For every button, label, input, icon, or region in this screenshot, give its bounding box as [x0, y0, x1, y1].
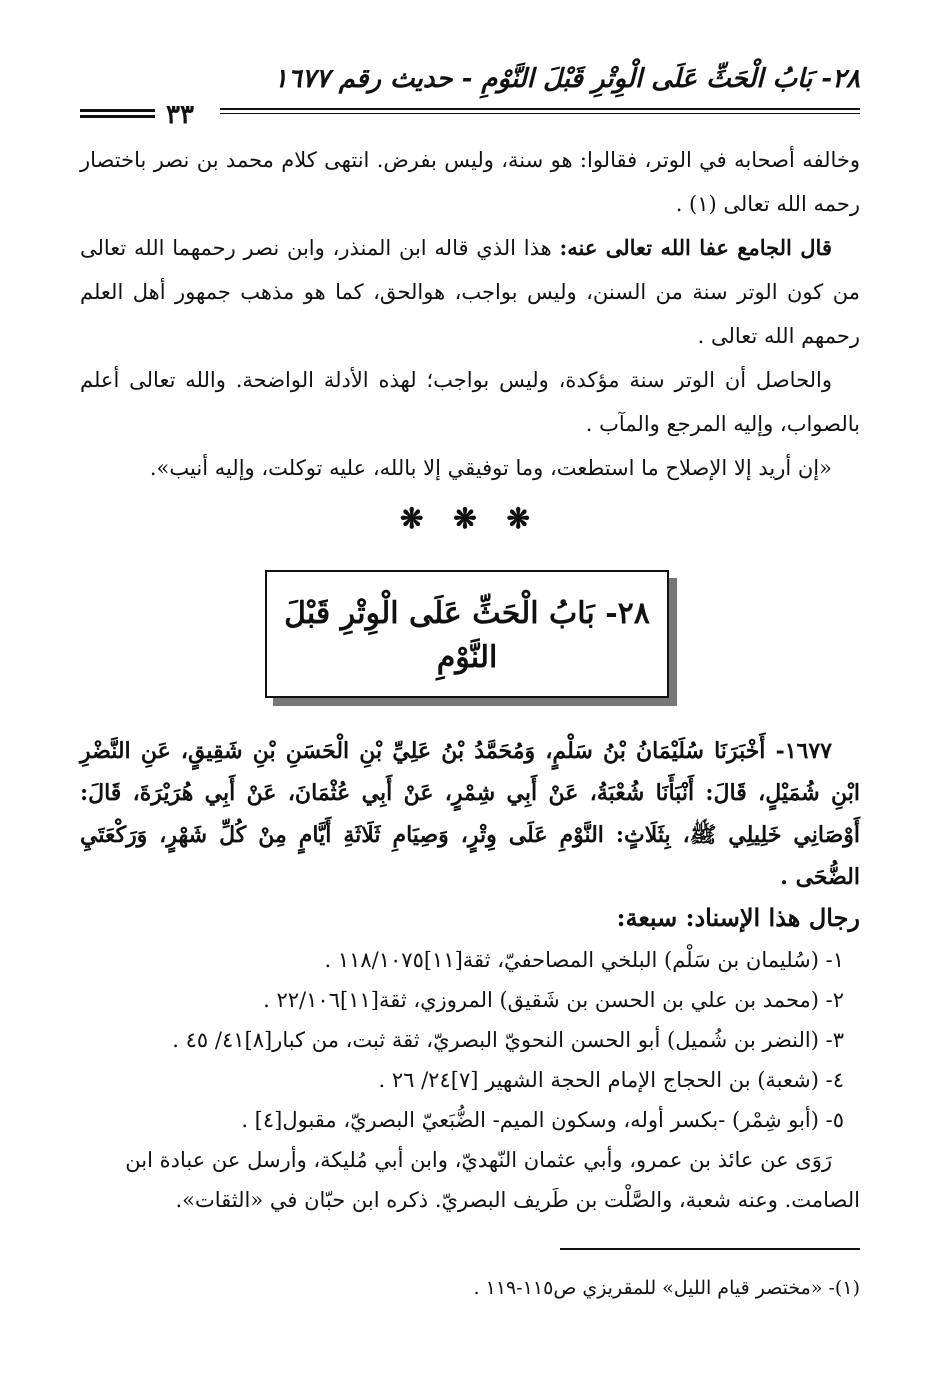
- paragraph: والحاصل أن الوتر سنة مؤكدة، وليس بواجب؛ لهذه الأدلة الواضحة. والله تعالى أعلم بالصواب، وإليه المرجع والمآب .: [80, 368, 860, 436]
- page-number-rule: [80, 109, 155, 112]
- book-page: [80, 50, 860, 1360]
- header-title: ٢٨- بَابُ الْحَثِّ عَلَى الْوِتْرِ قَبْلَ النَّوْمِ - حديث رقم ١٦٧٧: [273, 64, 860, 94]
- narrator-item: ١- (سُليمان بن سَلْم) البلخي المصاحفيّ، ثقة[١١]١١٨/١٠٧٥ .: [324, 948, 844, 972]
- chapter-heading-box: [265, 570, 669, 698]
- hadith-paragraph: ١٦٧٧- أَخْبَرَنَا سُلَيْمَانُ بْنُ سَلْمٍ، وَمُحَمَّدُ بْنُ عَلِيِّ بْنِ الْحَسَنِ بْنِ شَقِيقٍ، عَنِ النَّضْرِ ابْنِ شُمَيْلٍ، قَالَ: أَنْبَأَنَا شُعْبَةُ، عَنْ أَبِي شِمْرٍ، عَنْ أَبِي عُثْمَانَ، عَنْ أَبِي هُرَيْرَةَ، قَالَ: أَوْصَانِي خَلِيلِي ﷺ، بِثَلَاثٍ: النَّوْمِ عَلَى وِتْرٍ، وَصِيَامِ ثَلَاثَةِ أَيَّامٍ مِنْ كُلِّ شَهْرٍ، وَرَكْعَتَيِ الضُّحَى .: [80, 738, 860, 890]
- footnote: (١)- «مختصر قيام الليل» للمقريزي ص١١٥-١١٩ .: [473, 1277, 860, 1299]
- chapter-title-line1: ٢٨- بَابُ الْحَثِّ عَلَى الْوِتْرِ قَبْلَ: [284, 596, 650, 631]
- compiler-lead: قال الجامع عفا الله تعالى عنه:: [559, 235, 832, 260]
- paragraph-text: هذا الذي قاله ابن المنذر، وابن نصر رحمهما الله تعالى من كون الوتر سنة من السنن، وليس بواجب، هوالحق، كما هو مذهب جمهور أهل العلم رحمهم الله تعالى .: [80, 236, 860, 348]
- paragraph: «إن أريد إلا الإصلاح ما استطعت، وما توفيقي إلا بالله، عليه توكلت، وإليه أنيب».: [149, 456, 832, 480]
- paragraph: [80, 226, 860, 358]
- header-rule-thin: [220, 113, 860, 114]
- intro-text: [80, 138, 860, 490]
- narrator-item: ٣- (النضر بن شُميل) أبو الحسن النحويّ البصريّ، ثقة ثبت، من كبار[٨]٤١/ ٤٥ .: [172, 1028, 844, 1052]
- narrators-heading: رجال هذا الإسناد: سبعة:: [616, 903, 860, 932]
- narrator-item: ٥- (أبو شِمْر) -بكسر أوله، وسكون الميم- الضُّبَعيّ البصريّ، مقبول[٤] .: [241, 1108, 844, 1132]
- narrators-section: [80, 896, 860, 1220]
- section-separator: ❋ ❋ ❋: [400, 502, 540, 535]
- page-number: ٣٣: [166, 100, 194, 130]
- footnote-rule: [560, 1248, 860, 1250]
- header-rule: [220, 108, 860, 110]
- narrator-item: ٤- (شعبة) بن الحجاج الإمام الحجة الشهير [٧]٢٤/ ٢٦ .: [378, 1068, 844, 1092]
- page-number-rule-second: [80, 115, 155, 118]
- chapter-title-line2: النَّوْمِ: [436, 640, 498, 675]
- narrator-details: رَوَى عن عائذ بن عمرو، وأبي عثمان النّهديّ، وابن أبي مُليكة، وأرسل عن عبادة ابن الصامت. وعنه شعبة، والصَّلْت بن طَريف البصريّ. ذكره ابن حبّان في «الثقات».: [125, 1148, 860, 1212]
- narrator-item: ٢- (محمد بن علي بن الحسن بن شَقيق) المروزي، ثقة[١١]٢٢/١٠٦ .: [263, 988, 844, 1012]
- running-header: [80, 64, 860, 130]
- paragraph: وخالفه أصحابه في الوتر، فقالوا: هو سنة، وليس بفرض. انتهى كلام محمد بن نصر باختصار رحمه الله تعالى (١) .: [80, 148, 860, 216]
- hadith-text: [80, 730, 860, 898]
